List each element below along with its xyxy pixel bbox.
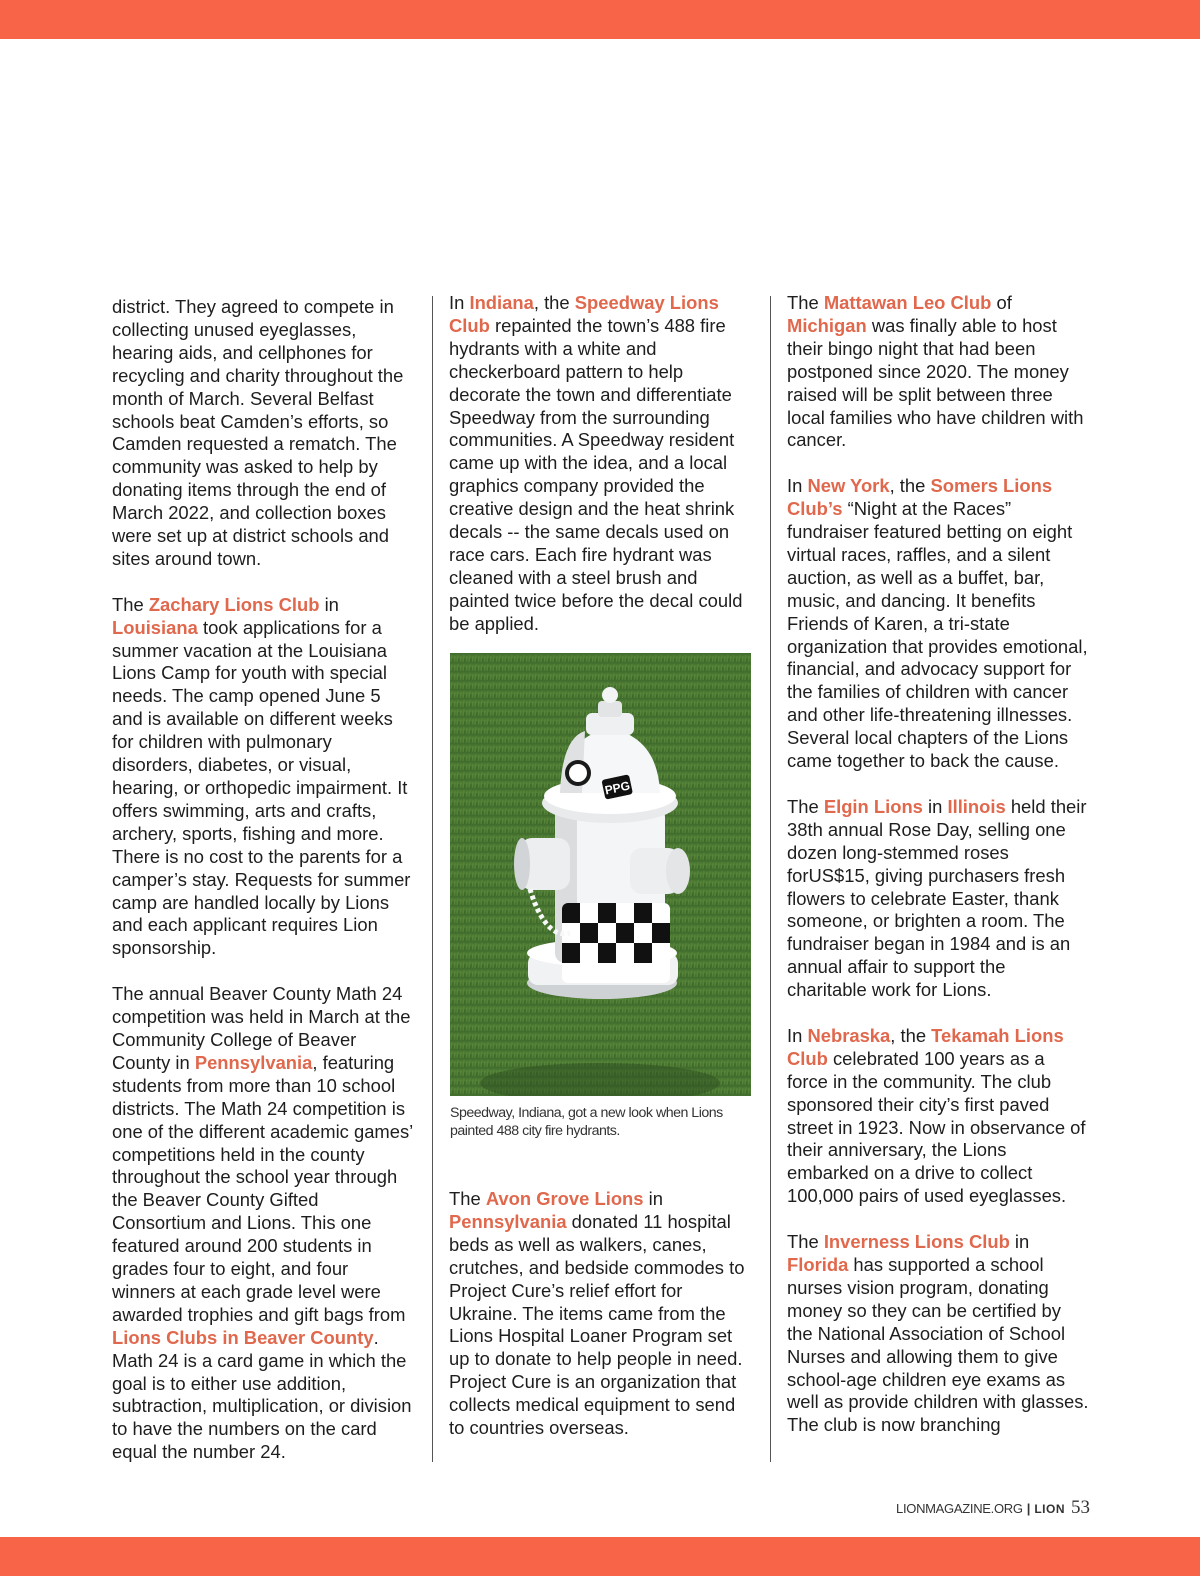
club-name: Mattawan Leo Club	[823, 292, 992, 313]
club-name: Zachary Lions Club	[148, 593, 320, 615]
club-name: Tekamah Lions Club	[787, 1024, 1064, 1069]
text-run: , the	[533, 292, 575, 313]
place-name: Michigan	[787, 314, 867, 336]
club-name: Lions Clubs in Beaver County	[112, 1326, 374, 1348]
paragraph-somers	[787, 475, 1089, 773]
bottom-accent-bar	[0, 1537, 1200, 1576]
text-run: The	[449, 1188, 486, 1209]
text-run: of	[991, 292, 1012, 313]
text-run: In	[787, 475, 808, 497]
article-column-1	[112, 296, 416, 1464]
paragraph-zachary	[112, 594, 416, 961]
text-run: “Night at the Races” fundraiser featured betting on eight virtual races, raffles, and a silent auction, as well as a buffet, bar, music, and dancing. It benefits Friends of Karen, a tri-state organization that provides emotional, financial, and advocacy support for the families of children with cancer and other life-threatening illnesses. Several local chapters of the Lions came together to back the cause.	[787, 498, 1088, 772]
place-name: New York	[807, 475, 890, 497]
text-run: celebrated 100 years as a force in the community. The club sponsored their city’s first paved street in 1923. Now in observance of their anniversary, the Lions embarked on a drive to collect 100,000 pairs of used eyeglasses.	[787, 1047, 1086, 1207]
text-run: repainted the town’s 488 fire hydrants with a white and checkerboard pattern to help decorate the town and differentiate Speedway from the surrounding communities. A Speedway resident came up with the idea, and a local graphics company provided the creative design and the heat shrink decals -- the same decals used on race cars. Each fire hydrant was cleaned with a steel brush and painted twice before the decal could be applied.	[449, 314, 743, 634]
text-run: . Math 24 is a card game in which the goal is to either use addition, subtraction, multiplication, or division to have the numbers on the card equal the number 24.	[112, 1326, 412, 1463]
text-run: The	[787, 795, 824, 817]
paragraph-avon-grove	[449, 1188, 751, 1440]
article-column-2-continued	[449, 1188, 751, 1440]
paragraph-speedway	[449, 292, 751, 636]
place-name: Pennsylvania	[449, 1210, 567, 1232]
article-column-3	[787, 292, 1089, 1437]
page-number: 53	[1071, 1497, 1090, 1518]
place-name: Nebraska	[807, 1024, 891, 1046]
club-name: Somers Lions Club’s	[787, 475, 1053, 520]
top-accent-bar	[0, 0, 1200, 39]
club-name: Elgin Lions	[823, 795, 923, 817]
text-run: donated 11 hospital beds as well as walkers, canes, crutches, and bedside commodes to Project Cure’s relief effort for Ukraine. The items came from the Lions Hospital Loaner Program set up to donate to help people in need. Project Cure is an organization that collects medical equipment to send to countries overseas.	[449, 1210, 745, 1439]
paragraph-inverness	[787, 1231, 1089, 1437]
text-run: The	[112, 593, 149, 615]
paragraph-elgin	[787, 796, 1089, 1002]
paragraph-belfast-camden	[112, 296, 416, 571]
column-divider	[770, 296, 771, 1462]
place-name: Louisiana	[112, 616, 198, 638]
text-run: The	[787, 292, 824, 313]
text-run: The annual Beaver County Math 24 competition was held in March at the Community College of Beaver County in	[112, 983, 411, 1073]
text-run: in	[319, 593, 339, 615]
article-column-2	[449, 292, 751, 636]
club-name: Speedway Lions Club	[449, 292, 719, 336]
footer-site-link[interactable]: LIONMAGAZINE.ORG	[896, 1501, 1023, 1516]
place-name: Florida	[787, 1254, 849, 1275]
text-run: in	[922, 795, 948, 817]
text-run: in	[643, 1188, 663, 1209]
text-run: The	[787, 1231, 824, 1253]
place-name: Illinois	[947, 795, 1006, 817]
text-run: , the	[890, 1024, 932, 1046]
place-name: Indiana	[469, 292, 534, 313]
place-name: Pennsylvania	[194, 1051, 313, 1073]
text-run: has supported a school nurses vision program, donating money so they can be certified by the National Association of School Nurses and allowing them to give school-age children eye exams as well as provide children with glasses. The club is now branching	[787, 1254, 1089, 1436]
text-run: , featuring students from more than 10 school districts. The Math 24 competition is one of the different academic games’ competitions held in the county throughout the school year through the Beaver County Gifted Consortium and Lions. This one featured around 200 students in grades four to eight, and four winners at each grade level were awarded trophies and gift bags from	[112, 1051, 413, 1325]
footer-separator: |	[1026, 1501, 1031, 1516]
text-run: In	[787, 1024, 808, 1046]
text-run: took applications for a summer vacation at the Louisiana Lions Camp for youth with special needs. The camp opened June 5 and is available on different weeks for children with pulmonary disorders, diabetes, or visual, hearing, or orthopedic impairment. It offers swimming, arts and crafts, archery, sports, fishing and more. There is no cost to the parents for a camper’s stay. Requests for summer camp are handled locally by Lions and each applicant requires Lion sponsorship.	[112, 616, 411, 959]
ppg-logo: PPG	[603, 778, 632, 798]
page-footer	[896, 1497, 1090, 1519]
club-name: Inverness Lions Club	[823, 1231, 1010, 1253]
footer-brand: LION	[1034, 1502, 1065, 1516]
text-run: was finally able to host their bingo night that had been postponed since 2020. The money raised will be split between three local families who have children with cancer.	[787, 314, 1084, 451]
fire-hydrant-photo	[450, 653, 751, 1096]
club-name: Avon Grove Lions	[485, 1188, 644, 1209]
paragraph-text: district. They agreed to compete in collecting unused eyeglasses, hearing aids, and cellphones for recycling and charity throughout the month of March. Several Belfast schools beat Camden’s efforts, so Camden requested a rematch. The community was asked to help by donating items through the end of March 2022, and collection boxes were set up at district schools and sites around town.	[112, 296, 404, 569]
text-run: , the	[889, 475, 931, 497]
text-run: In	[449, 292, 470, 313]
paragraph-beaver-county	[112, 983, 416, 1464]
paragraph-mattawan	[787, 292, 1089, 452]
column-divider	[432, 296, 433, 1462]
photo-caption: Speedway, Indiana, got a new look when Lions painted 488 city fire hydrants.	[450, 1105, 723, 1139]
text-run: held their 38th annual Rose Day, selling one dozen long-stemmed roses forUS$15, giving purchasers fresh flowers to celebrate Easter, thank someone, or brighten a room. The fundraiser began in 1984 and is an annual affair to support the charitable work for Lions.	[787, 795, 1087, 1001]
paragraph-tekamah	[787, 1025, 1089, 1208]
text-run: in	[1009, 1231, 1030, 1253]
